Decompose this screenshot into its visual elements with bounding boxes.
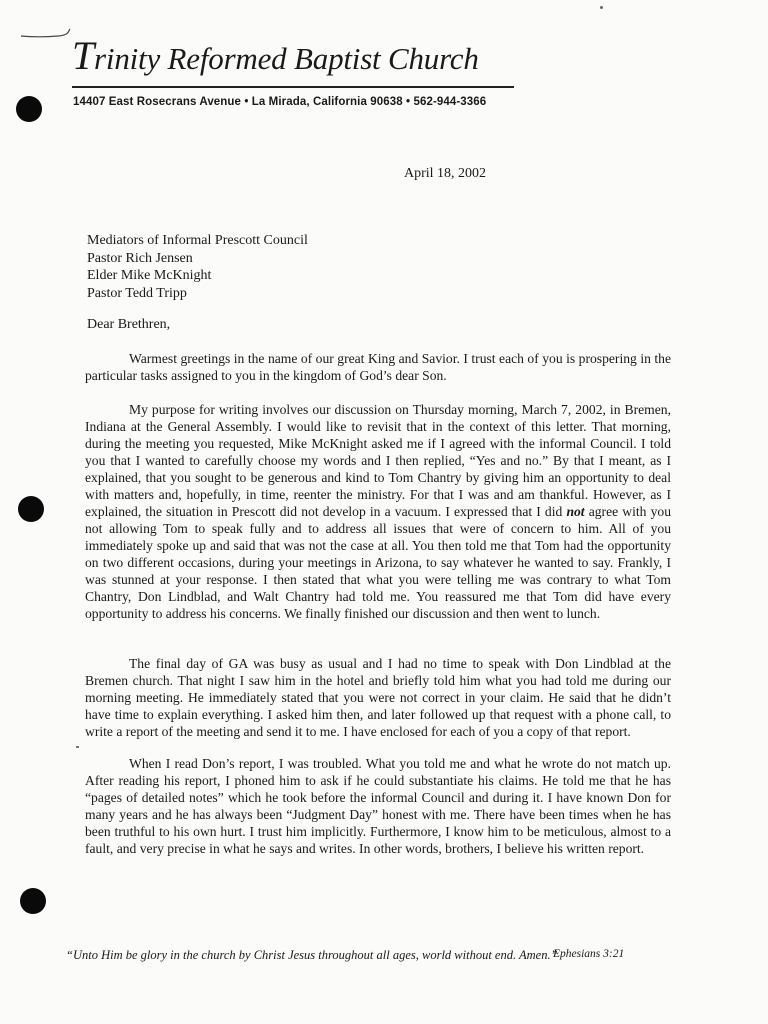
pen-scribble-mark	[20, 28, 72, 40]
punch-hole-top	[16, 96, 42, 122]
scan-speck	[600, 6, 603, 9]
punch-hole-middle	[18, 496, 44, 522]
recipient-line: Pastor Rich Jensen	[87, 250, 193, 266]
recipient-line: Pastor Tedd Tripp	[87, 285, 187, 301]
salutation: Dear Brethren,	[87, 317, 171, 332]
recipient-line: Elder Mike McKnight	[87, 268, 212, 283]
body-paragraph-1: Warmest greetings in the name of our great King and Savior. I trust each of you is prospering in the particular tasks assigned to you in the kingdom of God’s dear Son.	[85, 351, 671, 383]
letter-date: April 18, 2002	[404, 166, 487, 181]
punch-hole-bottom	[20, 888, 46, 914]
emphasis-not: not	[566, 504, 585, 519]
church-name-title: Trinity Reformed Baptist Church	[72, 33, 479, 78]
footer-reference: Ephesians 3:21	[553, 948, 625, 960]
body-paragraph-2: My purpose for writing involves our discussion on Thursday morning, March 7, 2002, in Bremen, Indiana at the General Assembly. I would like to revisit that in the context of this letter. That morning, during the meeting you requested, Mike McKnight asked me if I agreed with the informal Council. I told you that I wanted to carefully choose my words and I then replied, “Yes and no.” By that I meant, as I explained, that you sought to be generous and kind to Tom Chantry by giving him an opportunity to deal with matters and, hopefully, in time, reenter the ministry. For that I was and am thankful. However, as I explained, the situation in Prescott did not develop in a vacuum. I expressed that I did not agree with you not allowing Tom to speak fully and to address all issues that were of concern to him. All of you immediately spoke up and said that was not the case at all. You then told me that Tom had the opportunity on two different occasions, during your meetings in Arizona, to say whatever he wanted to say. Frankly, I was stunned at your response. I then stated that what you were telling me was contrary to what Tom Chantry, Don Lindblad, and Walt Chantry had told me. You reassured me that Tom did have every opportunity to address his concerns. We finally finished our discussion and then went to lunch.	[85, 402, 671, 621]
footer-verse: “Unto Him be glory in the church by Christ Jesus throughout all ages, world without end. Amen.”	[66, 948, 558, 962]
margin-mark	[76, 746, 79, 748]
recipient-block	[87, 232, 308, 302]
recipient-line: Mediators of Informal Prescott Council	[87, 233, 308, 248]
church-address: 14407 East Rosecrans Avenue • La Mirada, California 90638 • 562-944-3366	[73, 96, 487, 108]
body-paragraph-3: The final day of GA was busy as usual and I had no time to speak with Don Lindblad at the Bremen church. That night I saw him in the hotel and briefly told him what you had told me during our morning meeting. He immediately stated that you were not correct in your claim. He said that he didn’t have time to explain everything. I asked him then, and later followed up that request with a phone call, to write a report of the meeting and send it to me. I have enclosed for each of you a copy of that report.	[85, 656, 671, 739]
body-paragraph-4: When I read Don’s report, I was troubled. What you told me and what he wrote do not match up. After reading his report, I phoned him to ask if he could substantiate his claims. He told me that he has “pages of detailed notes” which he took before the informal Council and during it. I have known Don for many years and he has always been “Judgment Day” honest with me. There have been times when he has been truthful to his own hurt. I trust him implicitly. Furthermore, I know him to be meticulous, almost to a fault, and very precise in what he says and writes. In other words, brothers, I believe his written report.	[85, 756, 671, 856]
letterhead-rule	[72, 86, 514, 88]
